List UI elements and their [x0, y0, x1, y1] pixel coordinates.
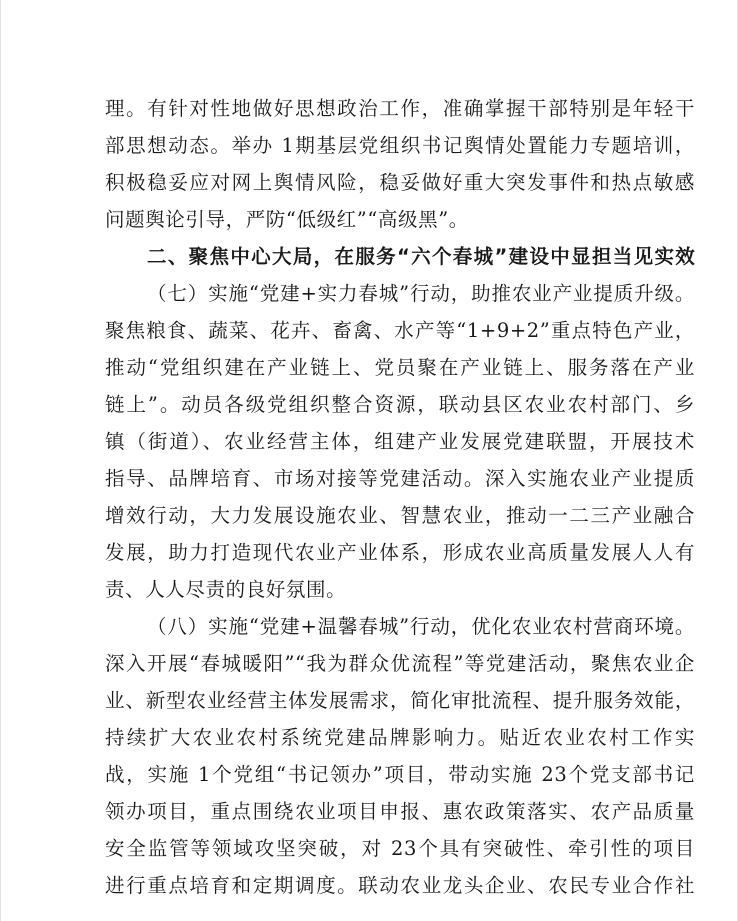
paragraph-line: 进行重点培育和定期调度。联动农业龙头企业、农民专业合作社: [105, 874, 695, 897]
paragraph-line: 深入开展“春城暖阳”“我为群众优流程”等党建活动，聚焦农业企: [105, 652, 695, 675]
document-body: [105, 90, 695, 904]
paragraph-line: （七）实施“党建+实力春城”行动，助推农业产业提质升级。: [147, 282, 695, 305]
paragraph-line: 发展，助力打造现代农业产业体系，形成农业高质量发展人人有: [105, 541, 695, 564]
section-heading: 二、聚焦中心大局，在服务“六个春城”建设中显担当见实效: [147, 245, 695, 268]
paragraph-line: 推动“党组织建在产业链上、党员聚在产业链上、服务落在产业: [105, 356, 695, 379]
paragraph-line: 理。有针对性地做好思想政治工作，准确掌握干部特别是年轻干: [105, 97, 695, 120]
paragraph-line: 部思想动态。举办 1期基层党组织书记舆情处置能力专题培训，: [105, 134, 695, 157]
paragraph-line: 责、人人尽责的良好氛围。: [105, 578, 347, 601]
paragraph-line: 领办项目，重点围绕农业项目申报、惠农政策落实、农产品质量: [105, 800, 695, 823]
paragraph-line: 增效行动，大力发展设施农业、智慧农业，推动一二三产业融合: [105, 504, 695, 527]
paragraph-line: 聚焦粮食、蔬菜、花卉、畜禽、水产等“1+9+2”重点特色产业，: [105, 319, 695, 342]
paragraph-line: 镇（街道）、农业经营主体，组建产业发展党建联盟，开展技术: [105, 430, 695, 453]
paragraph-line: 问题舆论引导，严防“低级红”“高级黑”。: [105, 208, 469, 231]
paragraph-line: 指导、品牌培育、市场对接等党建活动。深入实施农业产业提质: [105, 467, 695, 490]
paragraph-line: 链上”。动员各级党组织整合资源，联动县区农业农村部门、乡: [105, 393, 695, 416]
paragraph-line: 安全监管等领域攻坚突破，对 23个具有突破性、牵引性的项目: [105, 837, 695, 860]
paragraph-line: 战，实施 1个党组“书记领办”项目，带动实施 23个党支部书记: [105, 763, 695, 786]
paragraph-line: （八）实施“党建+温馨春城”行动，优化农业农村营商环境。: [147, 615, 695, 638]
paragraph-line: 持续扩大农业农村系统党建品牌影响力。贴近农业农村工作实: [105, 726, 695, 749]
paragraph-line: 业、新型农业经营主体发展需求，简化审批流程、提升服务效能，: [105, 689, 695, 712]
paragraph-line: 积极稳妥应对网上舆情风险，稳妥做好重大突发事件和热点敏感: [105, 171, 695, 194]
